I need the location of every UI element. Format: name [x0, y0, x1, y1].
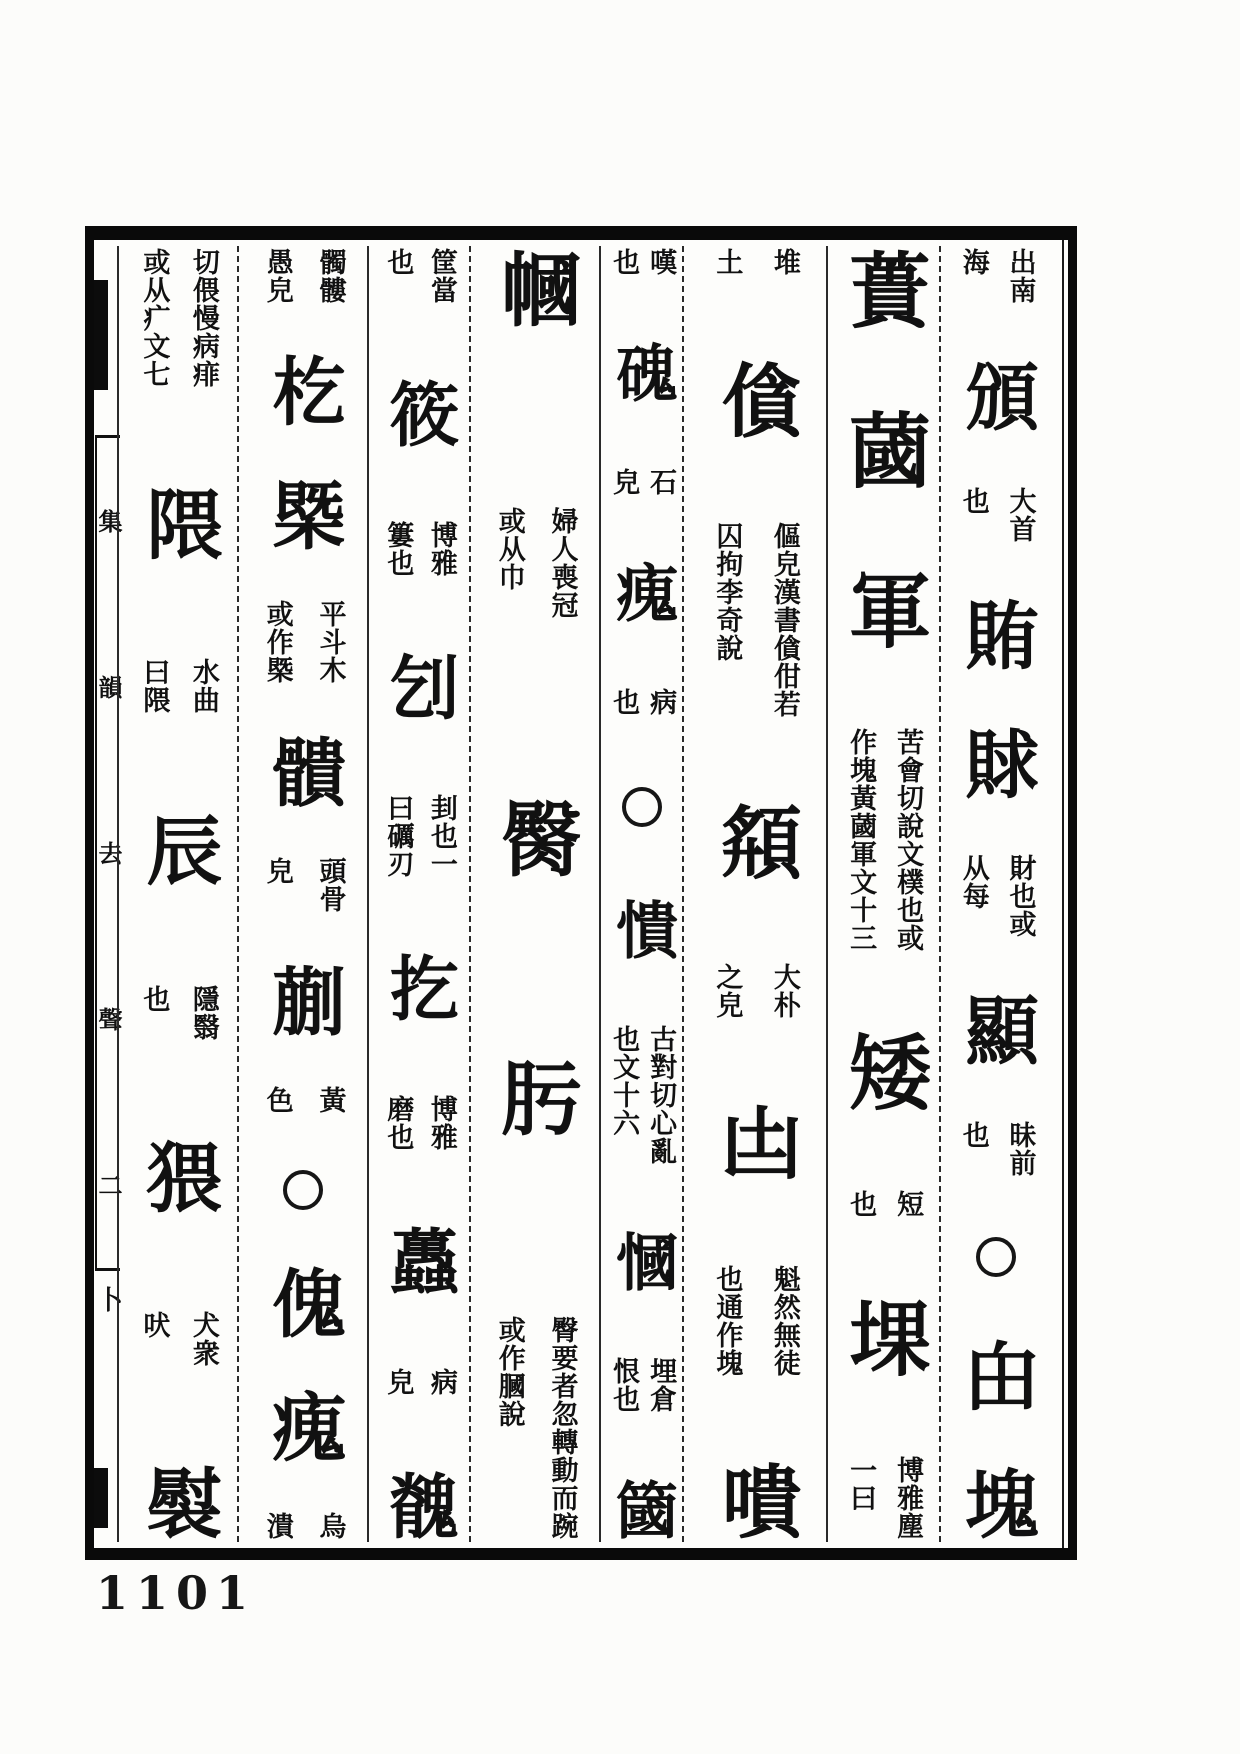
- gloss-right-subcolumn: 刲也一: [425, 794, 457, 879]
- gloss-left-subcolumn: 也: [608, 688, 640, 716]
- gloss-right-subcolumn: 石: [645, 468, 677, 496]
- gloss-right-subcolumn: 短: [892, 1190, 924, 1218]
- gloss-pair: [828, 1456, 939, 1540]
- gloss-left-subcolumn: 皃: [608, 468, 640, 496]
- gloss-right-subcolumn: 婦人喪冠: [546, 507, 578, 619]
- gloss-right-subcolumn: 病: [425, 1368, 457, 1397]
- column-5: [469, 246, 599, 1542]
- gloss-right-subcolumn: 魁然無徒: [768, 1265, 800, 1378]
- gloss-pair: [601, 688, 682, 716]
- headword-char: 傀: [260, 1265, 346, 1340]
- gloss-right-subcolumn: 病: [645, 688, 677, 716]
- gloss-right-subcolumn: 苦會切說文樸也或: [892, 728, 924, 952]
- gloss-left-subcolumn: 也: [957, 1120, 989, 1149]
- gloss-pair: [369, 1368, 469, 1396]
- gloss-right-subcolumn: 嘆: [645, 248, 677, 276]
- headword-char: 辰: [134, 811, 223, 888]
- gloss-left-subcolumn: 皃: [382, 1368, 414, 1397]
- gloss-right-subcolumn: 博雅塵: [892, 1456, 924, 1540]
- gloss-right-subcolumn: 黃: [314, 1086, 346, 1115]
- headword-char: 慖: [605, 1230, 679, 1292]
- gloss-pair: [684, 522, 826, 718]
- headword-char: 甶: [953, 1337, 1039, 1412]
- gloss-left-subcolumn: 或从巾: [493, 507, 525, 591]
- gloss-pair: [941, 248, 1051, 304]
- headword-char: 賕: [953, 725, 1039, 800]
- headword-char: 槩: [260, 476, 346, 551]
- column-4: [599, 246, 682, 1542]
- page-number: 1101: [96, 1566, 257, 1620]
- spine-title-char: 集: [94, 509, 123, 533]
- headword-char: 隈: [134, 485, 223, 562]
- headword-char: 塊: [953, 1465, 1039, 1540]
- gloss-right-subcolumn: 堆: [768, 248, 800, 276]
- headword-char: 堁: [835, 1296, 932, 1378]
- headword-char: 僋: [708, 358, 802, 439]
- headword-char: 蔮: [835, 408, 932, 490]
- gloss-pair: [684, 963, 826, 1019]
- gloss-right-subcolumn: 博雅: [425, 521, 457, 578]
- gloss-left-subcolumn: 色: [261, 1086, 293, 1115]
- headword-char: 顯: [953, 992, 1039, 1067]
- gloss-right-subcolumn: 大朴: [768, 963, 800, 1020]
- gloss-pair: [239, 600, 367, 684]
- gloss-right-subcolumn: 筐當: [425, 248, 457, 304]
- headword-char: 臋: [488, 798, 582, 878]
- spine-ink-bar: [94, 1468, 108, 1528]
- headword-char: 賄: [953, 597, 1039, 672]
- headword-char: 軍: [835, 568, 932, 650]
- gloss-pair: [119, 985, 237, 1041]
- gloss-left-subcolumn: 曰隈: [138, 658, 170, 715]
- gloss-right-subcolumn: 烏: [314, 1511, 346, 1540]
- inner-border-line: [1062, 240, 1064, 1548]
- gloss-left-subcolumn: 或从疒文七: [138, 248, 170, 388]
- gloss-right-subcolumn: 財也或: [1004, 853, 1036, 938]
- gloss-pair: [941, 487, 1051, 543]
- headword-char: 肟: [488, 1057, 582, 1137]
- gloss-pair: [601, 248, 682, 276]
- column-1: [939, 246, 1051, 1542]
- gloss-pair: [239, 1086, 367, 1114]
- spine-title-char: 聲: [94, 1007, 123, 1031]
- gloss-right-subcolumn: 埋倉: [645, 1357, 677, 1413]
- gloss-left-subcolumn: 或作膕說: [493, 1316, 525, 1428]
- gloss-pair: [119, 1311, 237, 1367]
- gloss-pair: [119, 248, 237, 388]
- gloss-left-subcolumn: 土: [711, 248, 743, 276]
- gloss-left-subcolumn: 之皃: [711, 963, 743, 1020]
- gloss-pair: [828, 728, 939, 952]
- headword-char: 刉: [378, 650, 461, 721]
- gloss-pair: [119, 658, 237, 714]
- gloss-right-subcolumn: 切偎慢病痱: [187, 248, 219, 388]
- spine-ink-bar: [94, 280, 108, 390]
- gloss-left-subcolumn: 海: [957, 248, 989, 276]
- column-6: [367, 246, 469, 1542]
- entry-separator-circle-icon: [976, 1237, 1016, 1277]
- headword-char: 瘣: [260, 1388, 346, 1463]
- gloss-pair: [601, 468, 682, 496]
- gloss-right-subcolumn: 傴皃漢書僋佄若: [768, 521, 800, 718]
- gloss-left-subcolumn: 恨也: [608, 1357, 640, 1413]
- spine-strip: [94, 240, 124, 1548]
- headword-char: 幗: [488, 248, 582, 328]
- gloss-right-subcolumn: 博雅: [425, 1095, 457, 1152]
- gloss-pair: [828, 1190, 939, 1218]
- gloss-right-subcolumn: 大首: [1004, 486, 1036, 543]
- gloss-right-subcolumn: 平斗木: [314, 600, 346, 685]
- gloss-right-subcolumn: 犬衆: [187, 1310, 219, 1367]
- gloss-left-subcolumn: 愚皃: [261, 248, 293, 304]
- spine-title-char: 二: [94, 1173, 123, 1197]
- entry-separator-circle-icon: [283, 1170, 323, 1210]
- gloss-left-subcolumn: 也文十六: [608, 1025, 640, 1137]
- gloss-right-subcolumn: 隱翳: [187, 984, 219, 1041]
- gloss-left-subcolumn: 也: [608, 248, 640, 276]
- gloss-left-subcolumn: 曰礪刃: [382, 794, 414, 879]
- headword-char: 凷: [708, 1102, 802, 1183]
- gloss-right-subcolumn: 水曲: [187, 658, 219, 715]
- gloss-pair: [369, 794, 469, 878]
- gloss-pair: [369, 1095, 469, 1151]
- headword-char: 嘳: [708, 1459, 802, 1540]
- gloss-pair: [239, 1512, 367, 1540]
- gloss-left-subcolumn: 磨也: [382, 1095, 414, 1152]
- headword-char: 筱: [378, 377, 461, 448]
- gloss-right-subcolumn: 髑髏: [314, 248, 346, 304]
- headword-char: 蕢: [835, 248, 932, 330]
- gloss-pair: [601, 1025, 682, 1165]
- headword-char: 瘣: [605, 561, 679, 623]
- gloss-left-subcolumn: 簍也: [382, 521, 414, 578]
- spine-title-char: 韻: [94, 675, 123, 699]
- gloss-left-subcolumn: 也: [957, 486, 989, 515]
- headword-char: 磈: [605, 341, 679, 403]
- gloss-pair: [471, 1316, 599, 1540]
- headword-char: 猥: [134, 1137, 223, 1214]
- gloss-left-subcolumn: 从每: [957, 853, 989, 910]
- headword-char: 䰪: [378, 1469, 461, 1540]
- column-3: [682, 246, 826, 1542]
- headword-char: 杚: [260, 353, 346, 428]
- gloss-pair: [684, 1265, 826, 1377]
- gloss-left-subcolumn: 也: [845, 1190, 877, 1218]
- gloss-pair: [941, 1121, 1051, 1177]
- gloss-left-subcolumn: 也通作塊: [711, 1265, 743, 1378]
- headword-char: 褽: [134, 1463, 223, 1540]
- headword-char: 簂: [605, 1478, 679, 1540]
- gloss-left-subcolumn: 一曰: [845, 1456, 877, 1512]
- gloss-right-subcolumn: 頭骨: [314, 857, 346, 914]
- gloss-right-subcolumn: 昧前: [1004, 1120, 1036, 1177]
- gloss-pair: [471, 507, 599, 619]
- gloss-right-subcolumn: 出南: [1004, 248, 1036, 304]
- headword-char: 頒: [953, 358, 1039, 433]
- headword-char: 扢: [378, 951, 461, 1022]
- headword-char: 矮: [835, 1030, 932, 1112]
- gloss-pair: [239, 248, 367, 304]
- page-frame: [85, 226, 1077, 1560]
- gloss-left-subcolumn: 也: [138, 984, 170, 1013]
- gloss-left-subcolumn: 囚拘李奇說: [711, 521, 743, 662]
- gloss-left-subcolumn: 皃: [261, 857, 293, 886]
- gloss-left-subcolumn: 也: [382, 248, 414, 276]
- gloss-pair: [601, 1357, 682, 1413]
- gloss-left-subcolumn: 潰: [261, 1511, 293, 1540]
- headword-char: 憒: [605, 898, 679, 960]
- column-7: [237, 246, 367, 1542]
- headword-char: 䯣: [260, 733, 346, 808]
- spine-title-char: 去: [94, 841, 123, 865]
- column-2: [826, 246, 939, 1542]
- gloss-pair: [369, 521, 469, 577]
- entry-separator-circle-icon: [622, 787, 662, 827]
- gloss-pair: [369, 248, 469, 304]
- gloss-left-subcolumn: 或作槩: [261, 600, 293, 685]
- spine-mark: 卜: [97, 1286, 124, 1316]
- column-8: [117, 246, 237, 1542]
- gloss-pair: [239, 857, 367, 913]
- gloss-pair: [941, 854, 1051, 938]
- gloss-right-subcolumn: 臀要者忽轉動而踠: [546, 1316, 578, 1540]
- headword-char: 頯: [708, 800, 802, 881]
- gloss-left-subcolumn: 吠: [138, 1310, 170, 1339]
- gloss-left-subcolumn: 作塊黃蔮軍文十三: [845, 728, 877, 952]
- headword-char: 䘍: [378, 1224, 461, 1295]
- headword-char: 蒯: [260, 962, 346, 1037]
- gloss-right-subcolumn: 古對切心亂: [645, 1025, 677, 1165]
- gloss-pair: [684, 248, 826, 276]
